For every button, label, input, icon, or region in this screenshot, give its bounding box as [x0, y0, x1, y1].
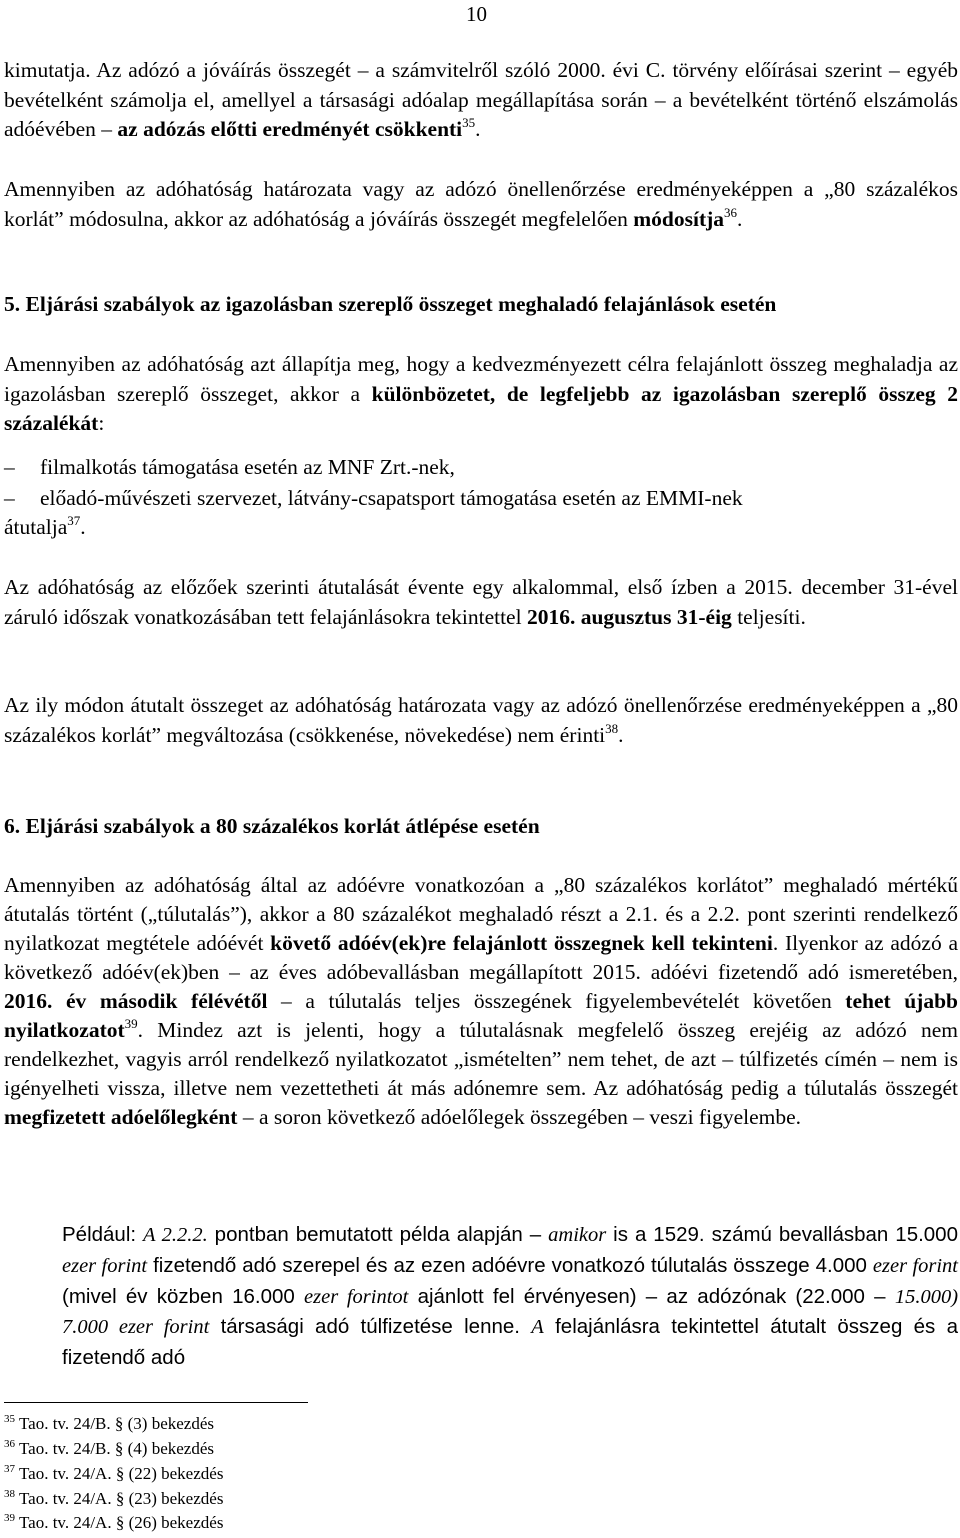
text-run: Amennyiben az adóhatóság határozata vagy az adózó önellenőrzése eredményeképpen a „80 százalékos korlát” módosulna, akkor az adóhatóság a jóváírás összegét megfelelően — [4, 177, 958, 231]
paragraph-transfer-schedule — [4, 573, 958, 632]
footnote-text: Tao. tv. 24/A. § (23) bekezdés — [18, 1489, 224, 1508]
footnote-number: 36 — [4, 1438, 15, 1450]
paragraph-excess-offer — [4, 350, 958, 439]
text-run: pontban bemutatott példa alapján – — [207, 1223, 549, 1246]
bold-run: tehet újabb nyilatkozatot — [4, 989, 958, 1042]
footnote-ref: 39 — [124, 1016, 138, 1031]
transfer-line — [4, 515, 86, 540]
section-heading-5: 5. Eljárási szabályok az igazolásban szereplő összeget meghaladó felajánlások esetén — [4, 292, 777, 316]
text-run: ajánlott fel érvényesen) – az adózónak (22.000 – — [408, 1284, 895, 1308]
bold-run: 2016. augusztus 31-éig — [526, 604, 732, 629]
bold-run: követő adóév(ek)re felajánlott összegnek kell tekinteni — [270, 931, 773, 955]
text-run: felajánlásra tekintettel átutalt összeg és a fizetendő adó — [62, 1315, 958, 1370]
text-run: . — [737, 206, 743, 231]
text-run: : — [98, 411, 105, 436]
paragraph-credit-accounting — [4, 56, 958, 145]
italic-run: 15.000) 7.000 ezer forint — [62, 1285, 959, 1339]
footnote-ref: 37 — [67, 513, 81, 528]
list-item — [4, 455, 455, 480]
text-run: fizetendő adó szerepel és az ezen adóévre vonatkozó túlutalás összege 4.000 — [147, 1253, 873, 1277]
example-paragraph — [62, 1220, 958, 1373]
dash-marker: – — [4, 455, 15, 479]
footnote — [4, 1414, 214, 1434]
footnote-number: 38 — [4, 1488, 15, 1500]
italic-run: ezer forintot — [304, 1285, 409, 1308]
text-run: (mivel év közben 16.000 — [62, 1284, 305, 1308]
footnote-ref: 35 — [462, 115, 476, 131]
text-run: is a 1529. számú bevallásban 15.000 — [606, 1223, 958, 1246]
paragraph-limit-change — [4, 691, 958, 750]
list-item-text: filmalkotás támogatása esetén az MNF Zrt.-nek, — [40, 455, 455, 479]
page-number: 10 — [466, 2, 487, 26]
italic-run: A 2.2.2. — [143, 1224, 208, 1246]
paragraph-overtransfer — [4, 871, 958, 1132]
bold-run: módosítja — [633, 206, 725, 231]
text-run: . — [80, 515, 86, 539]
text-run: – a soron következő adóelőlegek összegében – veszi figyelembe. — [237, 1105, 802, 1129]
bold-run: 2016. év második félévétől — [4, 989, 268, 1013]
text-run: Például: — [62, 1223, 144, 1246]
italic-run: ezer forint — [62, 1254, 148, 1277]
footnote-text: Tao. tv. 24/A. § (26) bekezdés — [18, 1513, 224, 1532]
footnote-ref: 36 — [724, 204, 738, 220]
text-run: Amennyiben az adóhatóság által az adóévre vonatkozóan a „80 százalékos korlátot” meghaladó mértékű átutalás történt („túlutalás”), akkor a 80 százalékot meghaladó részt a 2.1. és a 2.2. pont szerinti rendelkező nyilatkozat megtétele adóévét — [4, 873, 958, 955]
text-run: társasági adó túlfizetése lenne. — [209, 1315, 532, 1339]
footnote-number: 39 — [4, 1512, 15, 1524]
list-item — [4, 486, 743, 511]
footnote — [4, 1489, 223, 1509]
text-run: Az adóhatóság az előzőek szerinti átutalását évente egy alkalommal, első ízben a 2015. december 31-ével záruló időszak vonatkozásában tett felajánlásokra tekintettel — [4, 575, 958, 629]
text-run: átutalja — [4, 515, 68, 539]
footnote-ref: 38 — [605, 720, 619, 736]
bold-run: megfizetett adóelőlegként — [4, 1105, 238, 1129]
dash-marker: – — [4, 486, 15, 510]
text-run: teljesíti. — [731, 604, 806, 629]
italic-run: ezer forint — [872, 1254, 959, 1277]
text-run: . — [618, 722, 624, 747]
footnote-text: Tao. tv. 24/B. § (3) bekezdés — [18, 1414, 214, 1433]
footnote-divider — [4, 1402, 308, 1403]
italic-run: A — [531, 1316, 544, 1339]
text-run: Az ily módon átutalt összeget az adóhatóság határozata vagy az adózó önellenőrzése eredményeképpen a „80 százalékos korlát” megváltozása (csökkenése, növekedése) nem érinti — [4, 693, 958, 747]
footnote-number: 35 — [4, 1413, 15, 1425]
footnote — [4, 1464, 223, 1484]
text-run: . Mindez azt is jelenti, hogy a túlutalásnak megfelelő összeg erejéig az adózó nem rendelkezhet, vagyis arról rendelkező nyilatkozatot „ismételten” nem tehet, de azt – túlfizetés címén – nem is igényelheti vissza, illetve nem vezettetheti át más adónemre sem. Az adóhatóság pedig a túlutalás összegét — [4, 1018, 958, 1100]
section-heading-6: 6. Eljárási szabályok a 80 százalékos korlát átlépése esetén — [4, 814, 540, 838]
list-item-text: előadó-művészeti szervezet, látvány-csapatsport támogatása esetén az EMMI-nek — [40, 486, 743, 510]
footnote-text: Tao. tv. 24/B. § (4) bekezdés — [18, 1439, 214, 1458]
bold-run: az adózás előtti eredményét csökkenti — [117, 117, 463, 142]
footnote-text: Tao. tv. 24/A. § (22) bekezdés — [18, 1464, 224, 1483]
paragraph-correction — [4, 175, 958, 234]
text-run: kimutatja. Az adózó a jóváírás összegét – a számvitelről szóló 2000. évi C. törvény előírásai szerint – egyéb bevételként számolja el, amellyel a társasági adóalap megállapítása során – a bevételként történő elszámolás adóévében – — [4, 58, 958, 142]
footnote-number: 37 — [4, 1463, 15, 1475]
italic-run: amikor — [548, 1224, 607, 1246]
text-run: . — [475, 117, 481, 142]
text-run: Amennyiben az adóhatóság azt állapítja meg, hogy a kedvezményezett célra felajánlott összeg meghaladja az igazolásban szereplő összeget, akkor a — [4, 352, 958, 406]
footnote — [4, 1513, 223, 1533]
text-run: – a túlutalás teljes összegének figyelembevételét követően — [267, 989, 846, 1013]
text-run: . Ilyenkor az adózó a következő adóév(ek)ben – az éves adóbevallásban megállapított 2015. adóévi fizetendő adó ismeretében, — [4, 931, 958, 984]
footnote — [4, 1439, 214, 1459]
bold-run: különbözetet, de legfeljebb az igazolásban szereplő összeg 2 százalékát — [4, 381, 958, 436]
